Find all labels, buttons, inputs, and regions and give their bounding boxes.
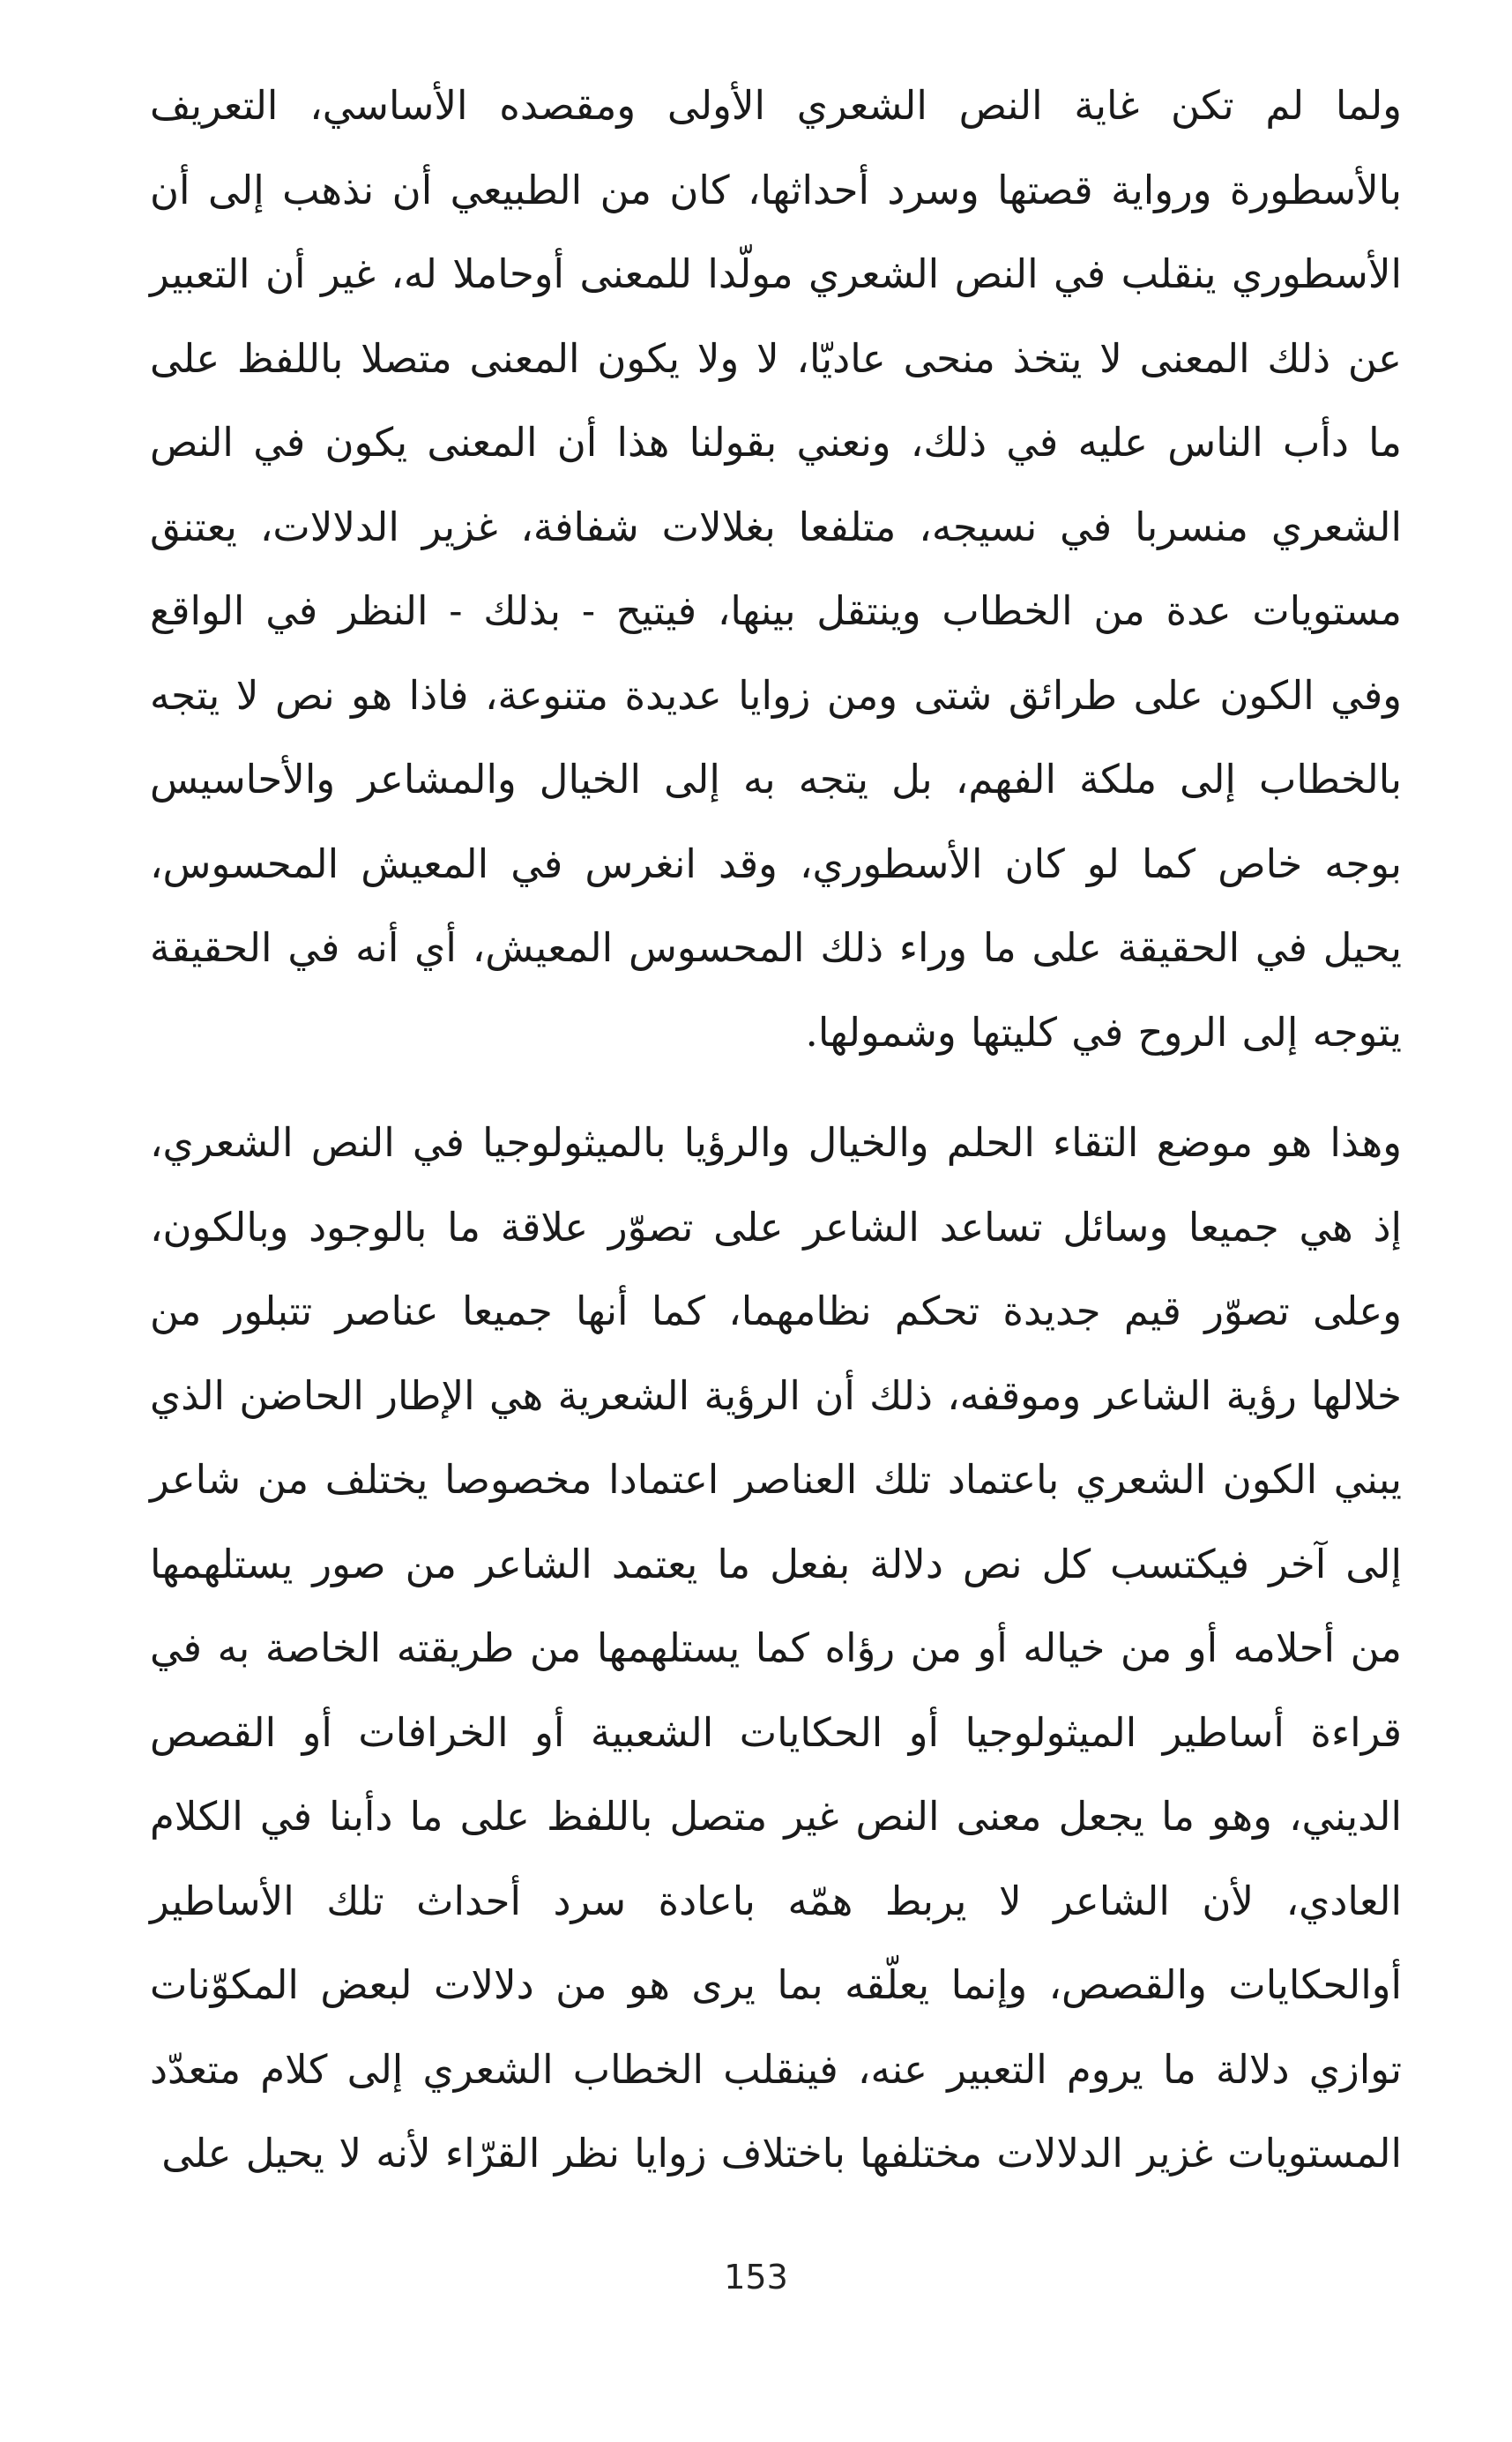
page-number: 153 [724,2258,788,2296]
page-body [150,63,1402,2321]
paragraph-2: وهذا هو موضع التقاء الحلم والخيال والرؤيا بالميثولوجيا في النص الشعري، إذ هي جميعا وسائل تساعد الشاعر على تصوّر علاقة ما بالوجود وبالكون، وعلى تصوّر قيم جديدة تحكم نظامهما، كما أنها جميعا عناصر تتبلور من خلالها رؤية الشاعر وموقفه، ذلك أن الرؤية الشعرية هي الإطار الحاضن الذي يبني الكون الشعري باعتماد تلك العناصر اعتمادا مخصوصا يختلف من شاعر إلى آخر فيكتسب كل نص دلالة بفعل ما يعتمد الشاعر من صور يستلهمها من أحلامه أو من خياله أو من رؤاه كما يستلهمها من طريقته الخاصة به في قراءة أساطير الميثولوجيا أو الحكايات الشعبية أو الخرافات أو القصص الديني، وهو ما يجعل معنى النص غير متصل باللفظ على ما دأبنا في الكلام العادي، لأن الشاعر لا يربط همّه باعادة سرد أحداث تلك الأساطير أوالحكايات والقصص، وإنما يعلّقه بما يرى هو من دلالات لبعض المكوّنات توازي دلالة ما يروم التعبير عنه، فينقلب الخطاب الشعري إلى كلام متعدّد المستويات غزير الدلالات مختلفها باختلاف زوايا نظر القرّاء لأنه لا يحيل على [150,1119,1402,2177]
paragraph-1: ولما لم تكن غاية النص الشعري الأولى ومقصده الأساسي، التعريف بالأسطورة ورواية قصتها وسرد أحداثها، كان من الطبيعي أن نذهب إلى أن الأسطوري ينقلب في النص الشعري مولّدا للمعنى أوحاملا له، غير أن التعبير عن ذلك المعنى لا يتخذ منحى عاديّا، لا ولا يكون المعنى متصلا باللفظ على ما دأب الناس عليه في ذلك، ونعني بقولنا هذا أن المعنى يكون في النص الشعري منسربا في نسيجه، متلفعا بغلالات شفافة، غزير الدلالات، يعتنق مستويات عدة من الخطاب وينتقل بينها، فيتيح - بذلك - النظر في الواقع وفي الكون على طرائق شتى ومن زوايا عديدة متنوعة، فاذا هو نص لا يتجه بالخطاب إلى ملكة الفهم، بل يتجه به إلى الخيال والمشاعر والأحاسيس بوجه خاص كما لو كان الأسطوري، وقد انغرس في المعيش المحسوس، يحيل في الحقيقة على ما وراء ذلك المحسوس المعيش، أي أنه في الحقيقة يتوجه إلى الروح في كليتها وشمولها. [150,82,1402,1056]
